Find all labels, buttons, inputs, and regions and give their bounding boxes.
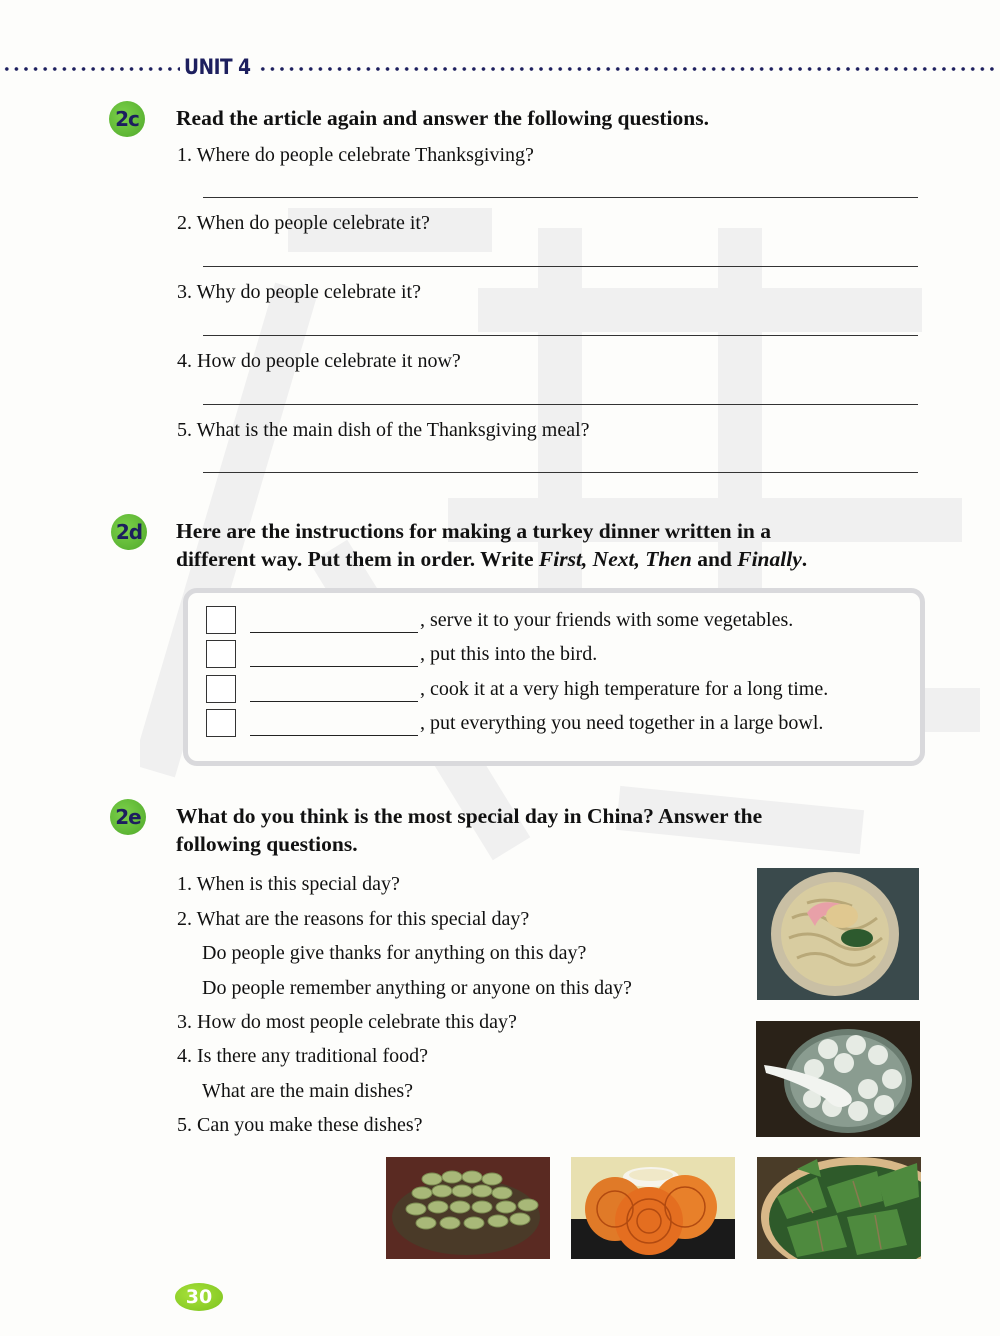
order-item-text: , cook it at a very high temperature for a long time. [420, 677, 829, 700]
question-2c-2: 2. When do people celebrate it? [177, 212, 430, 234]
period: . [801, 547, 808, 571]
question-2e-2: 2. What are the reasons for this special day? [177, 908, 530, 930]
order-number-box[interactable] [206, 675, 236, 703]
section-badge-2e: 2e [110, 799, 146, 835]
order-number-box[interactable] [206, 606, 236, 634]
noodles-photo [757, 868, 919, 1000]
order-item-text: , put this into the bird. [420, 642, 598, 665]
answer-line-2c-1[interactable] [203, 197, 918, 198]
sequence-word-blank[interactable] [250, 646, 418, 667]
unit-header [0, 55, 1000, 81]
section-2d-instruction-line2 [176, 545, 807, 573]
order-item-text: , put everything you need together in a large bowl. [420, 711, 824, 734]
keyword-then: Then [645, 547, 692, 571]
section-2d-instruction-line1: Here are the instructions for making a turkey dinner written in a [176, 519, 772, 543]
answer-line-2c-3[interactable] [203, 335, 918, 336]
tangyuan-photo [756, 1021, 920, 1137]
sequence-word-blank[interactable] [250, 715, 418, 736]
order-item-text: , serve it to your friends with some vegetables. [420, 608, 794, 631]
question-2e-1: 1. When is this special day? [177, 873, 400, 895]
answer-line-2c-4[interactable] [203, 404, 918, 405]
question-2e-5: 5. Can you make these dishes? [177, 1114, 423, 1136]
section-badge-2d: 2d [111, 514, 147, 550]
and-word: and [691, 547, 738, 571]
order-number-box[interactable] [206, 640, 236, 668]
sequence-word-blank[interactable] [250, 681, 418, 702]
question-2c-1: 1. Where do people celebrate Thanksgiving? [177, 144, 534, 166]
zongzi-photo [757, 1157, 921, 1259]
mooncakes-photo [571, 1157, 735, 1259]
dotted-rule-right [258, 67, 998, 71]
dotted-rule-left [2, 67, 180, 71]
answer-line-2c-5[interactable] [203, 472, 918, 473]
question-2c-4: 4. How do people celebrate it now? [177, 350, 461, 372]
section-badge-2c: 2c [109, 101, 145, 137]
order-number-box[interactable] [206, 709, 236, 737]
order-item-1 [206, 605, 793, 635]
page-number: 30 [175, 1283, 223, 1311]
order-item-3 [206, 674, 828, 704]
keyword-next: Next, [592, 547, 640, 571]
instruction-text: different way. Put them in order. Write [176, 547, 539, 571]
unit-label: UNIT 4 [184, 55, 251, 79]
answer-line-2c-2[interactable] [203, 266, 918, 267]
keyword-finally: Finally [737, 547, 802, 571]
keyword-first: First, [538, 547, 588, 571]
section-2c-instruction: Read the article again and answer the following questions. [176, 106, 709, 130]
question-2e-4: 4. Is there any traditional food? [177, 1045, 429, 1067]
question-2e-3: 3. How do most people celebrate this day? [177, 1011, 517, 1033]
question-2e-2b: Do people remember anything or anyone on this day? [202, 977, 632, 999]
question-2c-5: 5. What is the main dish of the Thanksgiving meal? [177, 419, 590, 441]
section-2e-instruction-line1: What do you think is the most special day in China? Answer the [176, 804, 763, 828]
question-2e-4a: What are the main dishes? [202, 1080, 414, 1102]
question-2e-2a: Do people give thanks for anything on this day? [202, 942, 587, 964]
section-2e-instruction-line2: following questions. [176, 832, 358, 856]
sequence-word-blank[interactable] [250, 612, 418, 633]
order-item-2 [206, 639, 597, 669]
question-2c-3: 3. Why do people celebrate it? [177, 281, 421, 303]
order-item-4 [206, 708, 823, 738]
dumplings-photo [386, 1157, 550, 1259]
